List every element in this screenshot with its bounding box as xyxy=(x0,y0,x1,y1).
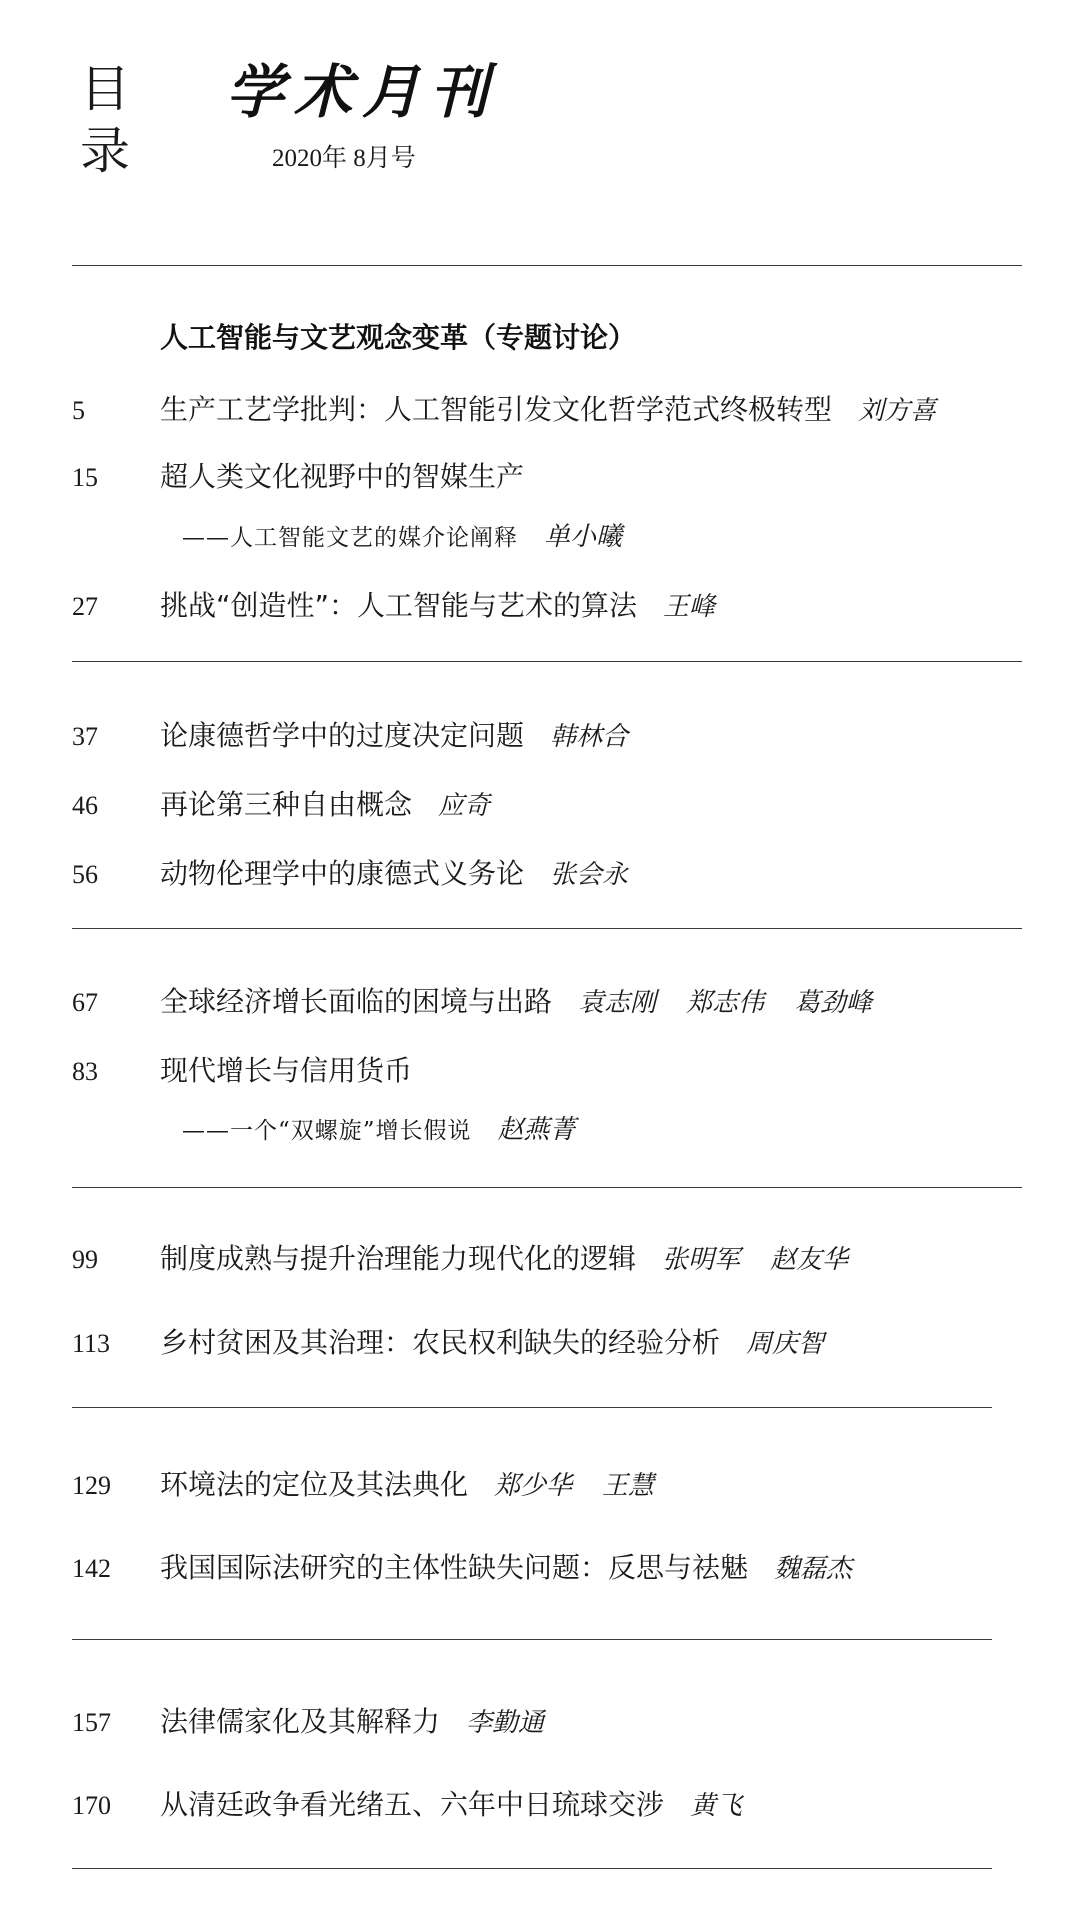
article-title: 挑战“创造性”：人工智能与艺术的算法 xyxy=(160,589,638,622)
article-author: 李勤通 xyxy=(466,1708,545,1738)
page-number: 83 xyxy=(72,1057,98,1086)
toc-mark-char: 目 xyxy=(80,60,130,118)
article-author: 黄飞 xyxy=(690,1791,743,1821)
page-number: 113 xyxy=(72,1329,111,1358)
article-title: 再论第三种自由概念 xyxy=(160,788,413,821)
toc-entry[interactable] xyxy=(72,1546,852,1586)
article-title: 论康德哲学中的过度决定问题 xyxy=(160,719,525,752)
article-title: 现代增长与信用货币 xyxy=(160,1054,413,1087)
article-author: 张会永 xyxy=(550,860,629,890)
page-number: 67 xyxy=(72,988,98,1017)
divider xyxy=(72,1868,992,1869)
article-title: 全球经济增长面临的困境与出路 xyxy=(160,985,553,1018)
article-author: 袁志刚 xyxy=(578,988,657,1018)
toc-entry[interactable] xyxy=(72,783,490,823)
article-author: 单小曦 xyxy=(544,522,623,552)
article-subtitle: ——人工智能文艺的媒介论阐释 xyxy=(182,525,518,551)
issue-date: 2020年 8月号 xyxy=(272,145,416,172)
toc-mark-char: 录 xyxy=(80,122,130,180)
article-title: 乡村贫困及其治理：农民权利缺失的经验分析 xyxy=(160,1326,721,1359)
toc-entry[interactable] xyxy=(72,1700,544,1740)
section-heading: 人工智能与文艺观念变革（专题讨论） xyxy=(160,321,637,354)
toc-entry[interactable] xyxy=(72,980,872,1020)
page-number: 46 xyxy=(72,791,98,820)
page-number: 15 xyxy=(72,463,98,492)
article-author: 郑少华 xyxy=(494,1471,573,1501)
divider xyxy=(72,661,1022,662)
toc-entry[interactable] xyxy=(72,1783,742,1823)
page-number: 142 xyxy=(72,1554,111,1583)
page-number: 99 xyxy=(72,1245,98,1274)
toc-entry[interactable] xyxy=(72,714,628,754)
toc-entry[interactable] xyxy=(72,1463,654,1503)
page-number: 5 xyxy=(72,396,85,425)
toc-subentry xyxy=(182,516,622,553)
article-author: 张明军 xyxy=(662,1245,741,1275)
article-author: 魏磊杰 xyxy=(774,1554,853,1584)
article-author: 赵友华 xyxy=(770,1245,849,1275)
page-number: 27 xyxy=(72,592,98,621)
article-author: 应奇 xyxy=(438,791,491,821)
article-author: 韩林合 xyxy=(550,722,629,752)
article-author: 葛劲峰 xyxy=(794,988,873,1018)
article-author: 王慧 xyxy=(602,1471,655,1501)
article-author: 王峰 xyxy=(663,592,716,622)
toc-entry[interactable] xyxy=(72,455,524,495)
page-number: 170 xyxy=(72,1791,111,1820)
toc-mark xyxy=(80,58,140,182)
article-title: 环境法的定位及其法典化 xyxy=(160,1468,469,1501)
article-title: 制度成熟与提升治理能力现代化的逻辑 xyxy=(160,1242,637,1275)
toc-entry[interactable] xyxy=(72,1321,824,1361)
journal-title: 学术月刊 xyxy=(226,58,499,126)
article-author: 赵燕菁 xyxy=(497,1115,576,1145)
page-number: 129 xyxy=(72,1471,111,1500)
divider xyxy=(72,928,1022,929)
article-title: 动物伦理学中的康德式义务论 xyxy=(160,857,525,890)
toc-entry[interactable] xyxy=(72,852,628,892)
article-author: 刘方喜 xyxy=(858,396,937,426)
article-title: 超人类文化视野中的智媒生产 xyxy=(160,460,525,493)
article-author: 周庆智 xyxy=(746,1329,825,1359)
page-number: 157 xyxy=(72,1708,111,1737)
article-title: 我国国际法研究的主体性缺失问题：反思与祛魅 xyxy=(160,1551,749,1584)
toc-entry[interactable] xyxy=(72,1049,412,1089)
divider xyxy=(72,265,1022,266)
page-number: 56 xyxy=(72,860,98,889)
toc-entry[interactable] xyxy=(72,584,715,624)
divider xyxy=(72,1407,992,1408)
article-title: 法律儒家化及其解释力 xyxy=(160,1705,441,1738)
article-author: 郑志伟 xyxy=(686,988,765,1018)
article-subtitle: ——一个“双螺旋”增长假说 xyxy=(182,1118,472,1144)
divider xyxy=(72,1639,992,1640)
page-number: 37 xyxy=(72,722,98,751)
divider xyxy=(72,1187,1022,1188)
article-title: 从清廷政争看光绪五、六年中日琉球交涉 xyxy=(160,1788,665,1821)
article-title: 生产工艺学批判：人工智能引发文化哲学范式终极转型 xyxy=(160,393,833,426)
toc-subentry xyxy=(182,1109,576,1146)
toc-entry[interactable] xyxy=(72,388,936,428)
toc-entry[interactable] xyxy=(72,1237,848,1277)
